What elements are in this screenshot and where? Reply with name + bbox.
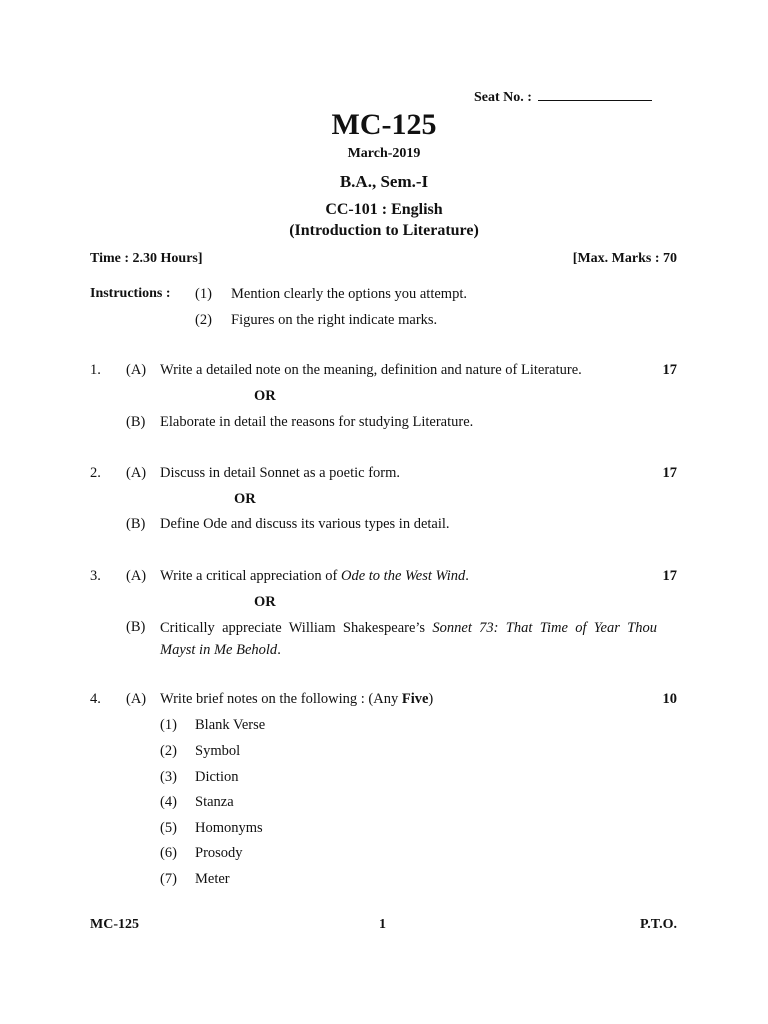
sub-item-number: (3) xyxy=(160,769,177,785)
instruction-number: (2) xyxy=(195,312,212,328)
sub-item-text: Homonyms xyxy=(195,820,263,836)
or-separator: OR xyxy=(234,491,256,507)
seat-number-blank xyxy=(538,88,652,101)
exam-time: Time : 2.30 Hours] xyxy=(90,251,203,266)
instruction-text: Mention clearly the options you attempt. xyxy=(231,286,467,302)
question-marks: 17 xyxy=(662,362,677,378)
sub-item-text: Symbol xyxy=(195,743,241,759)
question-text: Elaborate in detail the reasons for studying Literature. xyxy=(160,414,474,430)
course-name: B.A., Sem.-I xyxy=(339,172,429,191)
sub-item-text: Stanza xyxy=(195,794,234,810)
question-text: Discuss in detail Sonnet as a poetic form. xyxy=(160,465,401,481)
or-separator: OR xyxy=(254,388,276,404)
sub-item-text: Blank Verse xyxy=(195,717,266,733)
question-text-emphasis: Five xyxy=(401,691,429,707)
sub-item-text: Prosody xyxy=(195,845,243,861)
sub-item-number: (7) xyxy=(160,871,177,887)
exam-date: March-2019 xyxy=(347,146,421,161)
sub-item-text: Diction xyxy=(195,769,239,785)
option-letter: (A) xyxy=(126,465,147,481)
sub-item-text: Meter xyxy=(195,871,230,887)
sub-item-number: (4) xyxy=(160,794,177,810)
question-number: 2. xyxy=(90,465,101,481)
question-text: Define Ode and discuss its various types in detail. xyxy=(160,516,450,532)
question-text-plain: . xyxy=(465,568,469,584)
paper-subtitle: (Introduction to Literature) xyxy=(289,222,479,239)
question-text xyxy=(160,568,469,585)
question-number: 1. xyxy=(90,362,101,378)
question-text-plain: . xyxy=(277,642,281,658)
instruction-text: Figures on the right indicate marks. xyxy=(231,312,438,328)
question-text-plain: ) xyxy=(428,691,434,707)
or-separator: OR xyxy=(254,594,276,610)
question-text-plain: Write a critical appreciation of xyxy=(160,568,341,584)
paper-code: MC-125 xyxy=(331,108,437,141)
paper-title: CC-101 : English xyxy=(325,201,443,218)
poem-title: Ode to the West Wind xyxy=(340,568,466,584)
question-number: 3. xyxy=(90,568,101,584)
option-letter: (A) xyxy=(126,568,147,584)
instructions-label: Instructions : xyxy=(90,286,171,301)
question-text-plain: Write brief notes on the following : (Any xyxy=(160,691,402,707)
option-letter: (A) xyxy=(126,362,147,378)
question-text xyxy=(160,691,433,708)
question-marks: 17 xyxy=(662,568,677,584)
question-number: 4. xyxy=(90,691,101,707)
poem-title: Sonnet 73: That Time of Year Thou Mayst in Me Behold xyxy=(160,620,657,658)
page-number: 1 xyxy=(379,917,386,932)
question-marks: 17 xyxy=(662,465,677,481)
sub-item-number: (1) xyxy=(160,717,177,733)
question-text-plain: Critically appreciate William Shakespeare’s xyxy=(160,620,433,636)
sub-item-number: (2) xyxy=(160,743,177,759)
option-letter: (A) xyxy=(126,691,147,707)
max-marks: [Max. Marks : 70 xyxy=(572,251,677,266)
option-letter: (B) xyxy=(126,619,146,635)
option-letter: (B) xyxy=(126,516,146,532)
question-marks: 10 xyxy=(662,691,677,707)
please-turn-over: P.T.O. xyxy=(640,917,677,932)
sub-item-number: (6) xyxy=(160,845,177,861)
question-text: Write a detailed note on the meaning, definition and nature of Literature. xyxy=(160,362,582,378)
sub-item-number: (5) xyxy=(160,820,177,836)
question-text xyxy=(160,617,657,661)
seat-number-label: Seat No. : xyxy=(474,90,532,105)
footer-paper-code: MC-125 xyxy=(90,917,139,932)
instruction-number: (1) xyxy=(195,286,212,302)
option-letter: (B) xyxy=(126,414,146,430)
seat-number-field xyxy=(474,88,652,106)
